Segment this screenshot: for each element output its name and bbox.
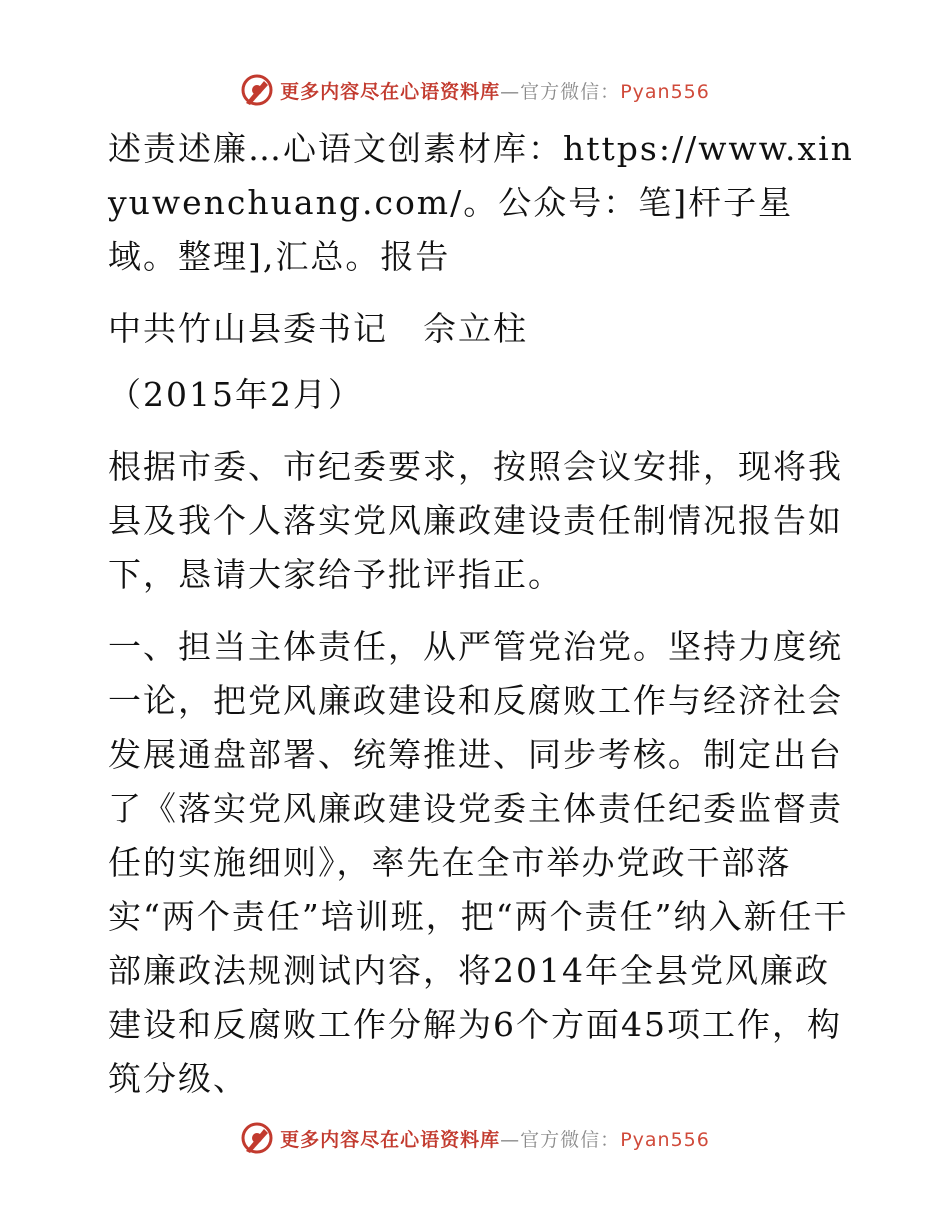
watermark-id: Pyan556: [620, 80, 710, 103]
watermark-id: Pyan556: [620, 1128, 710, 1151]
doc-author: 中共竹山县委书记 佘立柱: [108, 309, 528, 348]
watermark-main: 更多内容尽在心语资料库: [280, 80, 501, 103]
watermark-dash: —: [500, 1128, 521, 1151]
doc-paragraph-2: 一、担当主体责任，从严管党治党。坚持力度统一论，把党风廉政建设和反腐败工作与经济社会发展通盘部署、统筹推进、同步考核。制定出台了《落实党风廉政建设党委主体责任纪委监督责任的实施细则》，率先在全市举办党政干部落实“两个责任”培训班，把“两个责任”纳入新任干部廉政法规测试内容，将2014年全县党风廉政建设和反腐败工作分解为6个方面45项工作，构筑分级、: [108, 627, 849, 1098]
doc-date: （2015年2月）: [108, 375, 363, 414]
pen-circle-logo-icon: [240, 73, 274, 107]
doc-intro: 述责述廉…心语文创素材库：https://www.xinyuwenchuang.com/。公众号：笔]杆子星域。整理],汇总。报告: [108, 129, 854, 276]
pen-circle-logo-icon: [240, 1121, 274, 1155]
watermark-main: 更多内容尽在心语资料库: [280, 1128, 501, 1151]
watermark-suffix: 官方微信：: [520, 1128, 621, 1151]
footer-watermark: [0, 1118, 950, 1158]
watermark-dash: —: [500, 80, 521, 103]
watermark-suffix: 官方微信：: [520, 80, 621, 103]
watermark-text: [280, 1125, 710, 1152]
doc-paragraph-1: 根据市委、市纪委要求，按照会议安排，现将我县及我个人落实党风廉政建设责任制情况报告如下，恳请大家给予批评指正。: [108, 447, 843, 594]
header-watermark: [0, 70, 950, 110]
watermark-text: [280, 77, 710, 104]
document-body: [98, 122, 858, 1106]
